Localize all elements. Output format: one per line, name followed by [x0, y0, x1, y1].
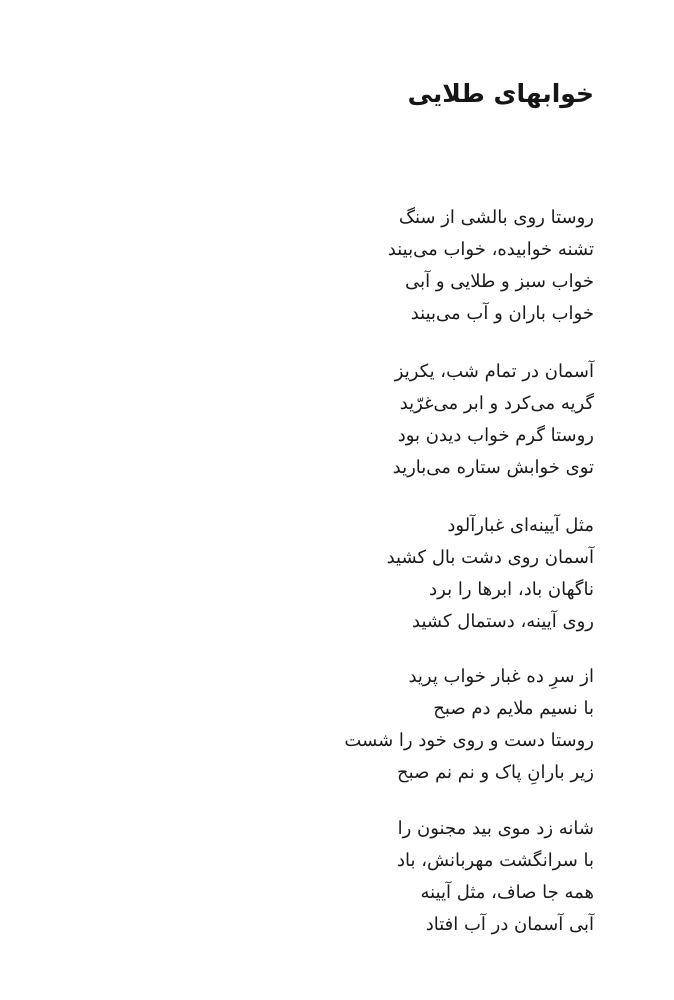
poem-line: شانه زد موی بید مجنون را [397, 818, 594, 839]
stanza-1 [388, 202, 594, 330]
poem-title: خوابهای طلایی [407, 79, 594, 108]
poem-line: ناگهان باد، ابرها را برد [429, 579, 594, 600]
poem-line: روی آیینه، دستمال کشید [412, 611, 594, 632]
poem-line: توی خوابش ستاره می‌بارید [392, 457, 594, 478]
stanza-4 [344, 661, 594, 789]
poem-line: همه جا صاف، مثل آیینه [420, 882, 594, 903]
stanza-5 [397, 813, 594, 941]
poem-line: روستا دست و روی خود را شست [344, 730, 594, 751]
poem-line: مثل آیینه‌ای غبارآلود [447, 515, 594, 536]
poem-line: با نسیم ملایم دم صبح [433, 698, 594, 719]
poem-line: آسمان در تمام شب، یکریز [394, 361, 594, 382]
poem-line: زیر بارانِ پاک و نم نم صبح [397, 762, 594, 783]
poem-line: گریه می‌کرد و ابر می‌غرّید [399, 393, 594, 414]
poem-line: روستا گرم خواب دیدن بود [397, 425, 594, 446]
poem-line: با سرانگشت مهربانش، باد [397, 850, 594, 871]
poem-line: آسمان روی دشت بال کشید [386, 547, 594, 568]
stanza-2 [393, 356, 594, 484]
poem-line: تشنه خوابیده، خواب می‌بیند [387, 239, 594, 260]
poem-line: خواب باران و آب می‌بیند [410, 303, 594, 324]
poem-line: روستا روی بالشی از سنگ [398, 207, 594, 228]
poem-line: خواب سبز و طلایی و آبی [405, 271, 594, 292]
stanza-3 [387, 510, 594, 638]
poem-line: آبی آسمان در آب افتاد [425, 914, 594, 935]
poem-line: از سرِ ده غبار خواب پرید [408, 666, 594, 687]
